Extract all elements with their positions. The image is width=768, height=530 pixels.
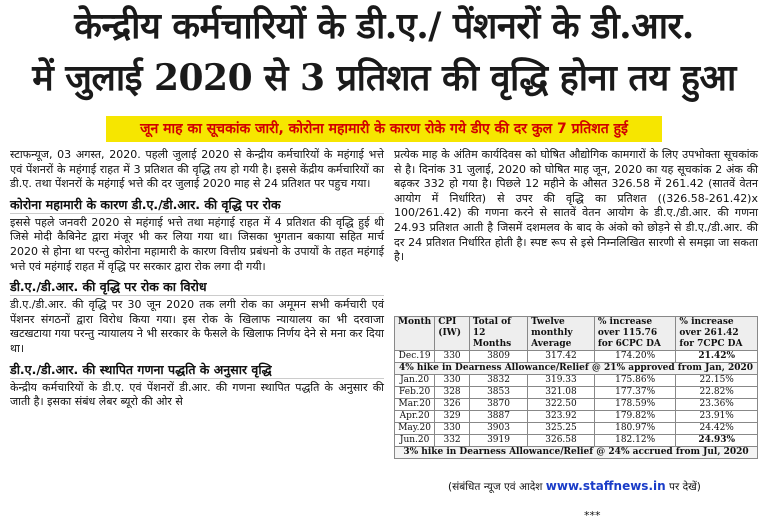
header-cpi: CPI (IW) [435,317,470,351]
cell-7cpc: 21.42% [676,351,758,363]
cell-average: 317.42 [528,351,595,363]
header-average: Twelve monthly Average [528,317,595,351]
opposition-paragraph: डी.ए./डी.आर. की वृद्धि पर 30 जून 2020 तक लगी रोक का अमूमन सभी कर्मचारी एवं पेंशनर संगठनों द्वारा विरोध किया गया। इस रोक के खिलाफ न्यायालय का भी दरवाजा खटखटाया गया परन्तु न्यायालय ने भी सरकार के फैसले के खिलाफ निर्णय देने से मना कर दिया था। [10,298,384,355]
table-row [395,435,758,447]
calculation-paragraph: प्रत्येक माह के अंतिम कार्यदिवस को घोषित औद्योगिक कामगारों के लिए उपभोक्ता सूचकांक से है। दिनांक 31 जुलाई, 2020 को घोषित माह जून, 2020 का यह सूचकांक 2 अंक की बढ़कर 332 हो गया है। पिछले 12 महीने के औसत 326.58 में 261.42 (सातवें वेतन आयोग में निर्धारित) से उपर की वृद्धि का प्रतिशत ((326.58-261.42)x 100/261.42) की गणना करने से सातवें वेतन आयोग के डी.ए./डी.आर. की गणना 24.93 प्रतिशत आती है जिसमें दशमलव के बाद के अंको को छोड़ने से डी.ए./डी.आर. की दर 24 प्रतिशत निर्धारित होती है। स्पष्ट रूप से इसे निम्नलिखित सारणी से समझा जा सकता है। [394,148,758,264]
header-7cpc: % increase over 261.42 for 7CPC DA [676,317,758,351]
cell-6cpc: 182.12% [594,435,676,447]
cell-6cpc: 174.20% [594,351,676,363]
cell-average: 326.58 [528,435,595,447]
cell-6cpc: 180.97% [594,423,676,435]
cell-month: Jun.20 [395,435,435,447]
subheading-method: डी.ए./डी.आर. की स्थापित गणना पद्धति के अनुसार वृद्धि [10,361,384,379]
header-month: Month [395,317,435,351]
cell-average: 325.25 [528,423,595,435]
cell-cpi: 330 [435,375,470,387]
cell-cpi: 330 [435,351,470,363]
note-jul-hike: 3% hike in Dearness Allowance/Relief @ 24% accrued from Jul, 2020 [395,447,758,459]
table-row [395,423,758,435]
cell-6cpc: 178.59% [594,399,676,411]
table-row [395,387,758,399]
cell-total: 3887 [469,411,527,423]
header-6cpc: % increase over 115.76 for 6CPC DA [594,317,676,351]
note-jan-hike: 4% hike in Dearness Allowance/Relief @ 21% approved from Jan, 2020 [395,363,758,375]
cell-month: Dec.19 [395,351,435,363]
source-line [448,479,701,494]
cell-total: 3870 [469,399,527,411]
cell-6cpc: 179.82% [594,411,676,423]
cell-cpi: 326 [435,399,470,411]
subheading-freeze: कोरोना महामारी के कारण डी.ए./डी.आर. की वृद्धि पर रोक [10,196,384,214]
da-calculation-table [394,316,758,459]
table-note-row [395,447,758,459]
cell-average: 321.08 [528,387,595,399]
table-note-row [395,363,758,375]
cell-cpi: 330 [435,423,470,435]
table-row [395,375,758,387]
cell-6cpc: 175.86% [594,375,676,387]
cell-average: 322.50 [528,399,595,411]
table-header-row [395,317,758,351]
cell-7cpc: 23.91% [676,411,758,423]
cell-7cpc: 24.93% [676,435,758,447]
cell-total: 3903 [469,423,527,435]
intro-paragraph: स्टाफन्यूज, 03 अगस्त, 2020. पहली जुलाई 2020 से केन्द्रीय कर्मचारियों के महंगाई भत्ते एवं पेंशनरों के महंगाई राहत में 3 प्रतिशत की वृद्धि तय हो गयी है। इससे केंद्रीय कर्मचारियों का डी.ए. तथा पेंशनरों के महंगाई भत्ते की दर जुलाई 2020 माह से 24 प्रतिशत पर पहुच गया। [10,148,384,191]
table-row [395,351,758,363]
source-prefix: (संबंधित न्यूज एवं आदेश [448,481,543,493]
end-marker: *** [584,509,601,522]
left-column [10,148,384,413]
cell-month: Feb.20 [395,387,435,399]
highlight-banner: जून माह का सूचकांक जारी, कोरोना महामारी के कारण रोके गये डीए की दर कुल 7 प्रतिशत हुई [106,116,662,142]
cell-cpi: 328 [435,387,470,399]
freeze-paragraph: इससे पहले जनवरी 2020 से महंगाई भत्ते तथा महंगाई राहत में 4 प्रतिशत की वृद्धि हुई थी जिसे मोदी कैबिनेट द्वारा मंजूर भी कर लिया गया था। जिसका भुगतान बकाया सहित मार्च 2020 से होना था परन्तु कोरोना महामारी के कारण वित्तीय प्रबंधनो के उपायों के तहत महंगाई भत्ते एवं महंगाई राहत में वृद्धि पर सरकार द्वारा रोक लगा दी गयी। [10,215,384,273]
cell-6cpc: 177.37% [594,387,676,399]
cell-7cpc: 22.82% [676,387,758,399]
cell-month: Mar.20 [395,399,435,411]
cell-total: 3853 [469,387,527,399]
table-row [395,399,758,411]
cell-average: 319.33 [528,375,595,387]
cell-7cpc: 24.42% [676,423,758,435]
cell-7cpc: 22.15% [676,375,758,387]
table-row [395,411,758,423]
cell-month: Apr.20 [395,411,435,423]
method-paragraph: केन्द्रीय कर्मचारियों के डी.ए. एवं पेंशनरों डी.आर. की गणना स्थापित पद्धति के अनुसार की जाती है। इसका संबंध लेबर ब्यूरो की ओर से [10,380,384,409]
cell-month: Jan.20 [395,375,435,387]
cell-cpi: 329 [435,411,470,423]
cell-cpi: 332 [435,435,470,447]
source-suffix: पर देखें) [669,481,701,493]
cell-month: May.20 [395,423,435,435]
headline-line-1: केन्द्रीय कर्मचारियों के डी.ए./ पेंशनरों के डी.आर. [74,5,694,47]
headline-line-2: में जुलाई 2020 से 3 प्रतिशत की वृद्धि होना तय हुआ [32,57,736,99]
cell-average: 323.92 [528,411,595,423]
subheading-opposition: डी.ए./डी.आर. की वृद्धि पर रोक का विरोध [10,278,384,296]
cell-total: 3919 [469,435,527,447]
cell-total: 3832 [469,375,527,387]
header-total: Total of 12 Months [469,317,527,351]
cell-7cpc: 23.36% [676,399,758,411]
right-column [394,148,758,268]
cell-total: 3809 [469,351,527,363]
staffnews-link[interactable]: www.staffnews.in [545,479,666,493]
